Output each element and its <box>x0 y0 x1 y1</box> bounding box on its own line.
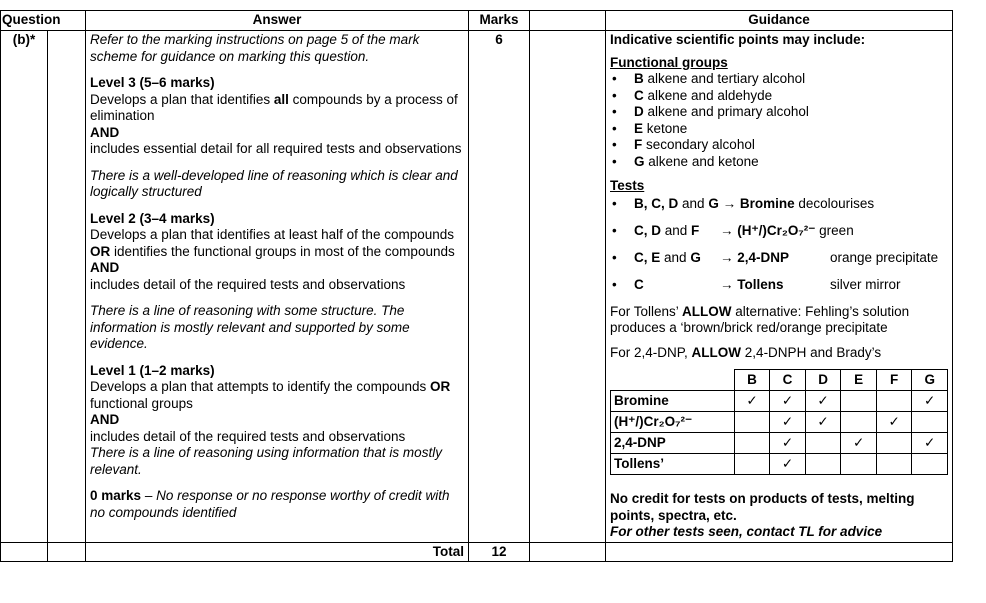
level2-and: AND <box>90 260 120 275</box>
test-results-grid <box>610 369 948 475</box>
grid-header-row <box>611 370 948 391</box>
header-blank <box>530 11 606 31</box>
grid-cell <box>805 454 841 475</box>
header-marks: Marks <box>469 11 530 31</box>
grid-cell <box>841 412 877 433</box>
grid-col-b: B <box>734 370 770 391</box>
tick-mark: ✓ <box>912 391 948 412</box>
tick-mark: ✓ <box>734 391 770 412</box>
grid-corner <box>611 370 735 391</box>
tick-mark: ✓ <box>805 391 841 412</box>
grid-col-c: C <box>770 370 806 391</box>
guidance-heading: Indicative scientific points may include: <box>610 32 866 47</box>
level3-block <box>90 75 464 158</box>
zero-marks-block: 0 marks – No response or no response worthy of credit with no compounds identified <box>90 488 450 520</box>
header-answer: Answer <box>86 11 469 31</box>
header-question: Question <box>1 11 86 31</box>
functional-groups-list <box>610 71 948 170</box>
level2-line2: includes detail of the required tests and observations <box>90 276 406 292</box>
tests-title: Tests <box>610 178 645 193</box>
grid-cell <box>734 433 770 454</box>
dnp-allow-note: For 2,4-DNP, ALLOW 2,4-DNPH and Brady’s <box>610 344 882 360</box>
question-label: (b)* <box>1 31 48 543</box>
grid-cell <box>876 433 912 454</box>
grid-cell <box>912 412 948 433</box>
level1-line1: Develops a plan that attempts to identify the compounds OR functional groups <box>90 379 451 411</box>
total-value: 12 <box>469 542 530 562</box>
list-item: • C alkene and aldehyde <box>610 88 948 105</box>
mark-scheme-table <box>0 10 953 562</box>
tollens-allow-note: For Tollens’ ALLOW alternative: Fehling’s solution produces a ‘brown/brick red/orange precipitate <box>610 303 910 335</box>
total-blank-4 <box>606 542 953 562</box>
level3-line1: Develops a plan that identifies all compounds by a process of elimination <box>90 91 458 123</box>
guidance-cell <box>606 31 953 543</box>
level1-line2: includes detail of the required tests and observations <box>90 428 406 444</box>
level2-line1: Develops a plan that identifies at least half of the compounds OR identifies the functional groups in most of the compounds <box>90 227 455 259</box>
level3-reasoning: There is a well-developed line of reasoning which is clear and logically structured <box>90 167 458 199</box>
tick-mark: ✓ <box>841 433 877 454</box>
grid-cell <box>912 454 948 475</box>
list-item: • E ketone <box>610 121 948 138</box>
grid-row-label: Tollens’ <box>611 454 735 475</box>
grid-cell <box>876 454 912 475</box>
total-row <box>1 542 953 562</box>
subpart-cell <box>48 31 86 543</box>
grid-row-label: Bromine <box>611 391 735 412</box>
level2-block <box>90 211 464 294</box>
grid-col-f: F <box>876 370 912 391</box>
level3-and: AND <box>90 124 120 140</box>
grid-cell <box>841 391 877 412</box>
table-row <box>611 454 948 475</box>
level1-title: Level 1 (1–2 marks) <box>90 362 215 378</box>
list-item: • D alkene and primary alcohol <box>610 104 948 121</box>
other-tests-note: For other tests seen, contact TL for advice <box>610 524 883 539</box>
grid-col-d: D <box>805 370 841 391</box>
tick-mark: ✓ <box>770 454 806 475</box>
question-row <box>1 31 953 543</box>
answer-intro: Refer to the marking instructions on page 5 of the mark scheme for guidance on marking this question. <box>90 32 420 64</box>
header-row <box>1 11 953 31</box>
no-credit-note: No credit for tests on products of tests, melting points, spectra, etc. <box>610 491 915 523</box>
total-label: Total <box>86 542 469 562</box>
list-item: • G alkene and ketone <box>610 154 948 171</box>
test-tollens: • C → Tollens silver mirror <box>610 271 948 298</box>
level2-title: Level 2 (3–4 marks) <box>90 210 215 226</box>
test-bromine: • B, C, D and G → Bromine decolourises <box>610 195 948 217</box>
tick-mark: ✓ <box>876 412 912 433</box>
level1-and: AND <box>90 412 120 427</box>
list-item: • B alkene and tertiary alcohol <box>610 71 948 88</box>
grid-row-label: (H⁺/)Cr₂O₇²⁻ <box>611 412 735 433</box>
tick-mark: ✓ <box>912 433 948 454</box>
functional-groups-title: Functional groups <box>610 54 728 70</box>
table-row <box>611 391 948 412</box>
answer-cell <box>86 31 469 543</box>
total-blank-2 <box>48 542 86 562</box>
level3-line2: includes essential detail for all required tests and observations <box>90 141 462 156</box>
grid-cell <box>734 454 770 475</box>
grid-row-label: 2,4-DNP <box>611 433 735 454</box>
table-row <box>611 412 948 433</box>
tick-mark: ✓ <box>770 412 806 433</box>
list-item: • F secondary alcohol <box>610 137 948 154</box>
grid-cell <box>734 412 770 433</box>
level1-reasoning: There is a line of reasoning using information that is mostly relevant. <box>90 445 442 477</box>
test-dnp: • C, E and G → 2,4-DNP orange precipitate <box>610 244 948 271</box>
test-dichromate: • C, D and F → (H⁺/)Cr₂O₇²⁻ green <box>610 217 948 244</box>
level3-title: Level 3 (5–6 marks) <box>90 75 215 90</box>
total-blank-3 <box>530 542 606 562</box>
tick-mark: ✓ <box>770 391 806 412</box>
level1-block <box>90 363 464 479</box>
grid-col-e: E <box>841 370 877 391</box>
blank-cell <box>530 31 606 543</box>
grid-cell <box>805 433 841 454</box>
level2-reasoning: There is a line of reasoning with some structure. The information is mostly relevant and supported by some evidence. <box>90 303 410 351</box>
grid-cell <box>841 454 877 475</box>
grid-cell <box>876 391 912 412</box>
grid-col-g: G <box>912 370 948 391</box>
total-blank-1 <box>1 542 48 562</box>
header-guidance: Guidance <box>606 11 953 31</box>
table-row <box>611 433 948 454</box>
tick-mark: ✓ <box>770 433 806 454</box>
tick-mark: ✓ <box>805 412 841 433</box>
marks-value: 6 <box>469 31 530 543</box>
